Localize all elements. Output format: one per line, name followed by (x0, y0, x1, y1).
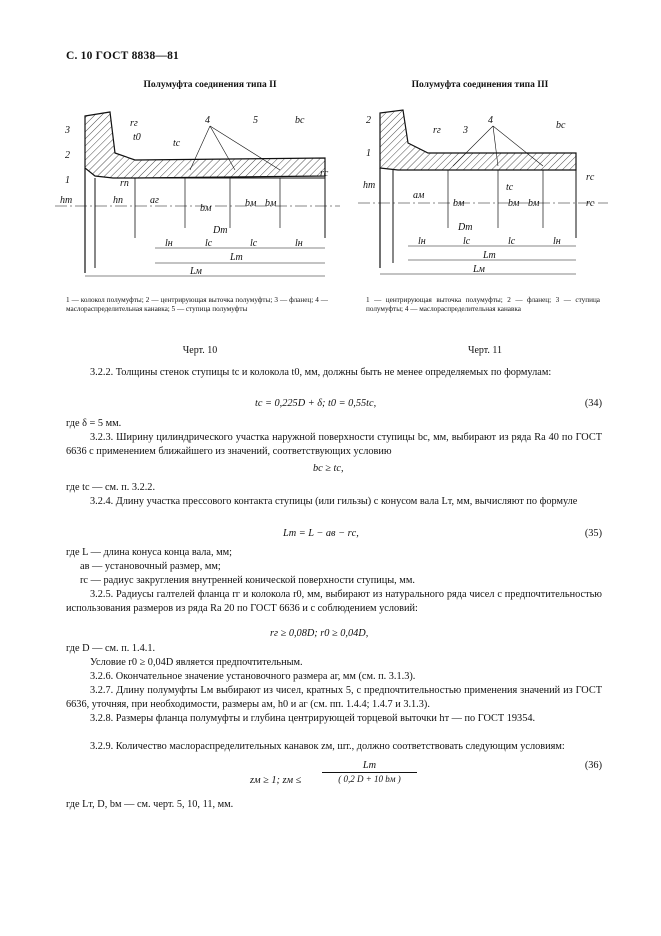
para-3-2-9: 3.2.9. Количество маслораспределительных канавок zм, шт., должно соответствовать следующим условиям: (90, 741, 565, 752)
fig11-label: hт (363, 180, 376, 191)
condition-bc: bс ≥ tс, (313, 463, 344, 474)
equation-36-left: zм ≥ 1; zм ≤ (250, 775, 302, 786)
fig11-label: tс (506, 182, 514, 193)
where-2: aв — установочный размер, мм; (80, 561, 221, 572)
fig10-label: lс (250, 238, 258, 249)
equation-36-number: (36) (584, 760, 602, 771)
fig10-label: tс (173, 138, 181, 149)
fig11-label: rг (433, 125, 441, 136)
page-header: С. 10 ГОСТ 8838—81 (66, 50, 179, 62)
where-tc: где tс — см. п. 3.2.2. (66, 482, 156, 493)
fig10-label: rс (320, 168, 329, 179)
fig11-label: aм (413, 190, 425, 201)
fig11-caption: 1 — центрирующая выточка полумуфты; 2 — фланец; 3 — ступица полумуфты; 4 — маслораспределительная канавка (366, 296, 600, 313)
fig11-drawing (358, 98, 608, 293)
fig11-label: lс (508, 236, 516, 247)
fig10-label: aг (150, 195, 159, 206)
fig10-label: t0 (133, 132, 141, 143)
fig11-label: rс (586, 198, 595, 209)
fig11-label: bм (508, 198, 520, 209)
fig10-label: Lм (190, 266, 202, 277)
para-3-2-5: 3.2.5. Радиусы галтелей фланца rг и колокола r0, мм, выбирают из натурального ряда чисел с предпочтительностью использования размеров из ряда Ra 20 по ГОСТ 6636 и с соблюдением условий: (66, 589, 602, 614)
fig11-label: bм (453, 198, 465, 209)
fig10-label: 1 (65, 175, 70, 186)
equation-35-number: (35) (584, 528, 602, 539)
para-3-2-4: 3.2.4. Длину участка прессового контакта ступицы (или гильзы) с конусом вала Lт, мм, вычисляют по формуле (90, 496, 578, 507)
fig10-label: hп (113, 195, 123, 206)
equation-34-number: (34) (584, 398, 602, 409)
fig10-label: 4 (205, 115, 210, 126)
where-1: где L — длина конуса конца вала, мм; (66, 547, 233, 558)
fig10-label: 2 (65, 150, 70, 161)
fig10-label: bм (245, 198, 257, 209)
fig10-label: hт (60, 195, 73, 206)
where-3: rс — радиус закругления внутренней конической поверхности ступицы, мм. (80, 575, 415, 586)
fig10-label: Dт (213, 225, 228, 236)
fig10-caption: 1 — колокол полумуфты; 2 — центрирующая выточка полумуфты; 3 — фланец; 4 — маслораспределительная канавка; 5 — ступица полумуфты (66, 296, 328, 313)
equation-36-fraction (322, 760, 417, 784)
fig10-label: bс (295, 115, 305, 126)
fig11-label: rс (586, 172, 595, 183)
fig11-label: Lм (473, 264, 485, 275)
fig11-label: lн (553, 236, 561, 247)
fig10-drawing (55, 98, 340, 293)
where-d: где D — см. п. 1.4.1. (66, 643, 156, 654)
fig11-label: 1 (366, 148, 371, 159)
fig10-label: lн (295, 238, 303, 249)
fig11-label: Dт (458, 222, 473, 233)
fig11-label: 3 (463, 125, 468, 136)
fig11-title: Полумуфта соединения типа III (411, 80, 549, 90)
fig11-label: 2 (366, 115, 371, 126)
fig10-label: 5 (253, 115, 258, 126)
equation-36-denominator: ( 0,2 D + 10 bм ) (338, 774, 401, 784)
delta-note: где δ = 5 мм. (66, 418, 122, 429)
preference-note: Условие r0 ≥ 0,04D является предпочтительным. (90, 657, 303, 668)
equation-34: tс = 0,225D + δ; t0 = 0,55tс, (255, 398, 377, 409)
equation-36-numerator: Lт (322, 760, 417, 773)
fig10-label: bм (265, 198, 277, 209)
fig11-chert: Черт. 11 (467, 345, 503, 356)
fig10-chert: Черт. 10 (182, 345, 218, 356)
fig11-label: 4 (488, 115, 493, 126)
equation-35: Lт = L − aв − rс, (283, 528, 359, 539)
condition-radii: rг ≥ 0,08D; r0 ≥ 0,04D, (270, 628, 369, 639)
para-3-2-2: 3.2.2. Толщины стенок ступицы tс и колокола t0, мм, должны быть не менее определяемых по формулам: (90, 367, 552, 378)
fig11-label: Lт (483, 250, 496, 261)
fig10-label: bм (200, 203, 212, 214)
fig10-label: lн (165, 238, 173, 249)
fig11-label: bс (556, 120, 566, 131)
fig10-title: Полумуфта соединения типа II (143, 80, 277, 90)
para-3-2-3: 3.2.3. Ширину цилиндрического участка наружной поверхности ступицы bс, мм, выбирают из ряда Ra 40 по ГОСТ 6636 с применением ближайшего из значений, соответствующих условию (66, 432, 602, 457)
fig10-label: lс (205, 238, 213, 249)
fig10-label: 3 (65, 125, 70, 136)
fig10-label: Lт (230, 252, 243, 263)
last-note: где Lт, D, bм — см. черт. 5, 10, 11, мм. (66, 799, 234, 810)
fig11-label: lн (418, 236, 426, 247)
fig11-label: lс (463, 236, 471, 247)
fig10-label: rг (130, 118, 138, 129)
fig11-label: bм (528, 198, 540, 209)
fig10-label: rп (120, 178, 129, 189)
para-3-2-6: 3.2.6. Окончательное значение установочного размера aг, мм (см. п. 3.1.3). (90, 671, 416, 682)
para-3-2-7: 3.2.7. Длину полумуфты Lм выбирают из чисел, кратных 5, с предпочтительностью применения значений из ГОСТ 6636, уточняя, при необходимости, размеры aм, h0 и aг (см. пп. 1.4.4; 1.4.7 и 3.1.3). (66, 685, 602, 710)
para-3-2-8: 3.2.8. Размеры фланца полумуфты и глубина центрирующей торцевой выточки hт — по ГОСТ 19354. (90, 713, 536, 724)
